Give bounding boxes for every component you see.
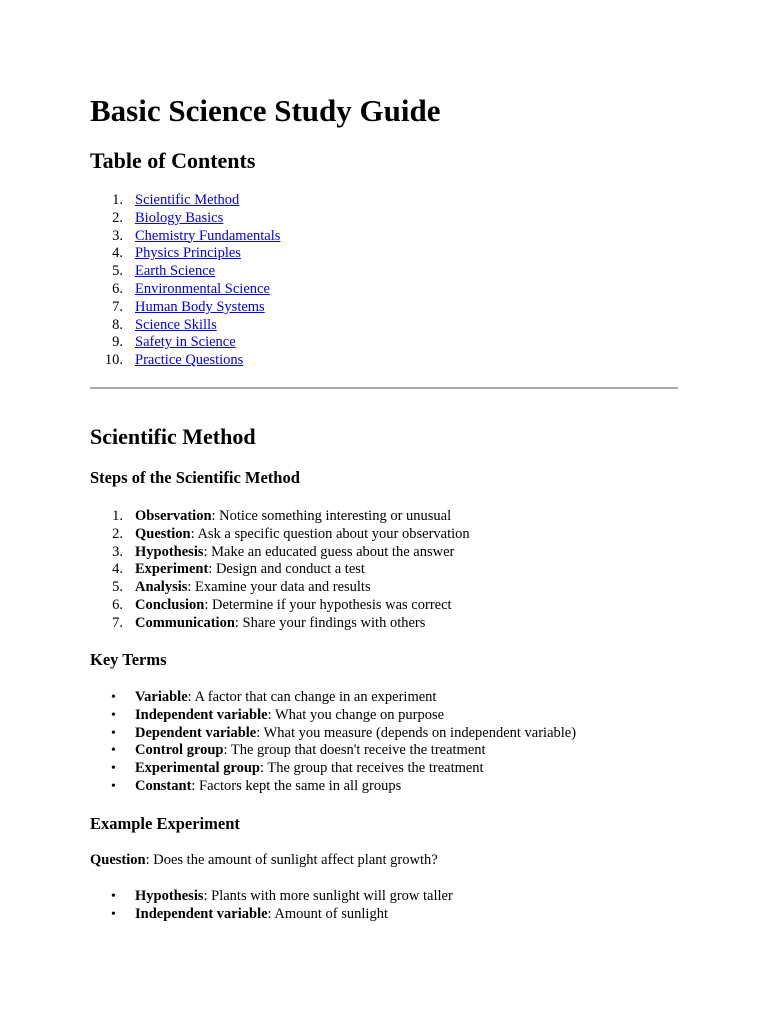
list-item: 1. Observation: Notice something interesting or unusual bbox=[112, 508, 452, 524]
toc-item: 5. Earth Science bbox=[112, 263, 216, 280]
toc-link-science-skills[interactable]: Science Skills bbox=[135, 316, 217, 333]
toc-item: 2. Biology Basics bbox=[112, 209, 224, 226]
subheading-example: Example Experiment bbox=[90, 814, 240, 833]
toc-link-safety-in-science[interactable]: Safety in Science bbox=[135, 334, 236, 351]
list-item: 7. Communication: Share your findings with others bbox=[112, 614, 426, 631]
toc-link-biology-basics[interactable]: Biology Basics bbox=[135, 209, 224, 226]
toc-link-environmental-science[interactable]: Environmental Science bbox=[135, 280, 270, 297]
list-item: • Dependent variable: What you measure (depends on independent variable) bbox=[111, 724, 577, 741]
toc-list bbox=[90, 192, 678, 370]
toc-item: 10. Practice Questions bbox=[104, 352, 244, 369]
toc-item: 1. Scientific Method bbox=[112, 192, 240, 208]
list-item: • Experimental group: The group that receives the treatment bbox=[111, 760, 484, 777]
list-item: • Constant: Factors kept the same in all groups bbox=[111, 777, 402, 794]
toc-link-chemistry-fundamentals[interactable]: Chemistry Fundamentals bbox=[135, 227, 281, 244]
bullet-icon: • bbox=[111, 889, 116, 904]
toc-heading: Table of Contents bbox=[90, 148, 256, 173]
steps-list bbox=[90, 508, 678, 633]
toc-item: 6. Environmental Science bbox=[112, 280, 270, 297]
bullet-icon: • bbox=[111, 690, 116, 705]
list-item: • Hypothesis: Plants with more sunlight will grow taller bbox=[111, 888, 453, 904]
toc-link-earth-science[interactable]: Earth Science bbox=[135, 263, 216, 280]
bullet-icon: • bbox=[111, 707, 116, 723]
list-item: • Independent variable: What you change on purpose bbox=[111, 706, 445, 723]
section-heading-scientific-method: Scientific Method bbox=[90, 424, 256, 449]
list-item: 6. Conclusion: Determine if your hypothesis was correct bbox=[112, 596, 452, 613]
bullet-icon: • bbox=[111, 906, 116, 922]
toc-item: 8. Science Skills bbox=[112, 316, 217, 333]
section-divider bbox=[90, 387, 678, 389]
toc-link-human-body-systems[interactable]: Human Body Systems bbox=[135, 298, 265, 315]
bullet-icon: • bbox=[111, 778, 116, 794]
toc-link-practice-questions[interactable]: Practice Questions bbox=[135, 352, 244, 369]
list-item: 5. Analysis: Examine your data and results bbox=[112, 579, 371, 596]
toc-link-scientific-method[interactable]: Scientific Method bbox=[135, 192, 240, 208]
list-item: 4. Experiment: Design and conduct a test bbox=[112, 561, 365, 578]
list-item: • Independent variable: Amount of sunlight bbox=[111, 905, 388, 922]
bullet-icon: • bbox=[111, 743, 116, 759]
page-title: Basic Science Study Guide bbox=[90, 93, 441, 128]
example-list bbox=[90, 888, 678, 924]
list-item: 3. Hypothesis: Make an educated guess about the answer bbox=[112, 543, 455, 560]
bullet-icon: • bbox=[111, 725, 116, 741]
list-item: • Variable: A factor that can change in an experiment bbox=[111, 689, 437, 705]
key-terms-list bbox=[90, 689, 678, 796]
list-item: 2. Question: Ask a specific question about your observation bbox=[112, 525, 470, 542]
toc-link-physics-principles[interactable]: Physics Principles bbox=[135, 245, 241, 262]
example-question: Question: Does the amount of sunlight affect plant growth? bbox=[90, 852, 438, 868]
toc-item: 4. Physics Principles bbox=[112, 245, 241, 262]
list-item: • Control group: The group that doesn't receive the treatment bbox=[111, 742, 486, 759]
toc-item: 9. Safety in Science bbox=[112, 334, 236, 351]
bullet-icon: • bbox=[111, 761, 116, 777]
subheading-steps: Steps of the Scientific Method bbox=[90, 468, 300, 487]
toc-item: 3. Chemistry Fundamentals bbox=[112, 227, 281, 244]
toc-item: 7. Human Body Systems bbox=[112, 298, 265, 315]
subheading-key-terms: Key Terms bbox=[90, 650, 167, 669]
